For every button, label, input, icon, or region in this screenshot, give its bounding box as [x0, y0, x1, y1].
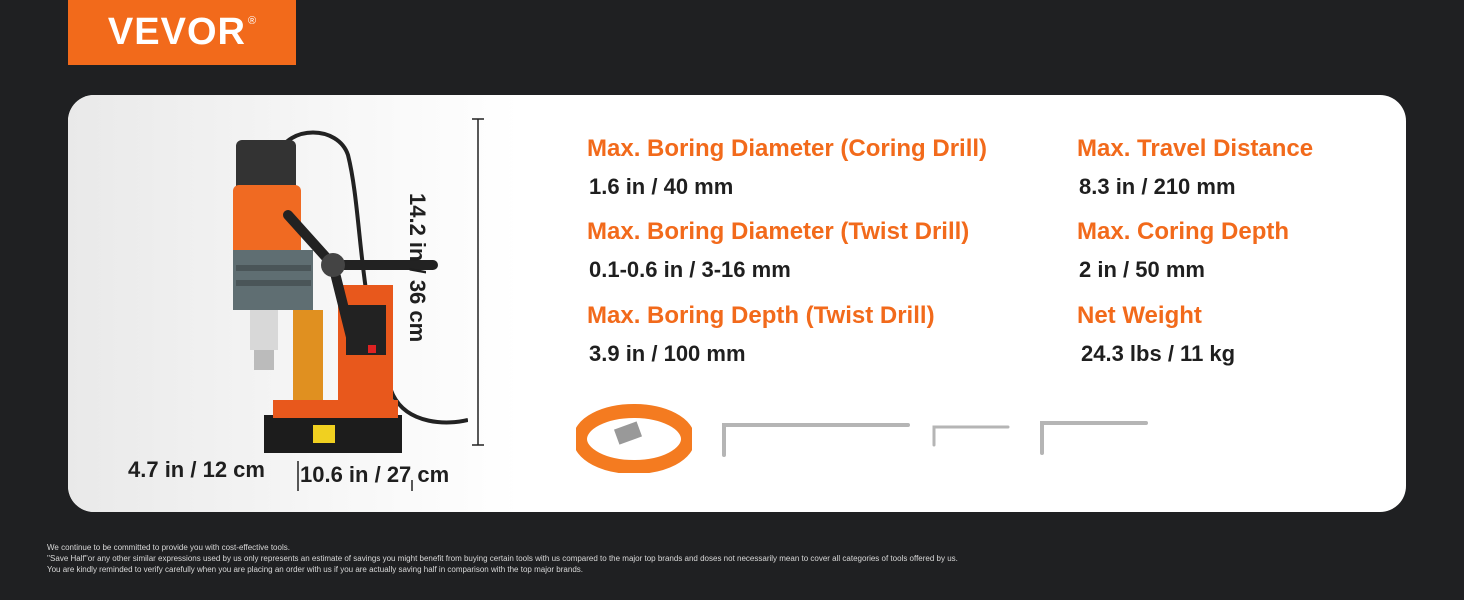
logo-text: VEVOR [107, 11, 246, 53]
spec-value: 1.6 in / 40 mm [589, 174, 734, 199]
product-image-area [68, 95, 520, 512]
width-dimension: 4.7 in / 12 cm [128, 457, 265, 482]
spec-value: 8.3 in / 210 mm [1079, 174, 1236, 199]
height-dimension: 14.2 in / 36 cm [405, 193, 430, 343]
spec-label: Max. Boring Depth (Twist Drill) [587, 302, 935, 329]
spec-label: Max. Coring Depth [1077, 218, 1290, 245]
spec-label: Max. Boring Diameter (Coring Drill) [587, 135, 988, 162]
hex-key-small-icon [928, 421, 1012, 449]
hex-key-medium-icon [1036, 417, 1152, 459]
footer-disclaimer [47, 542, 958, 575]
spec-value: 24.3 lbs / 11 kg [1081, 341, 1236, 366]
footer-line: ''Save Half''or any other similar expressions used by us only represents an estimate of savings you might benefit from buying certain tools with us compared to the major top brands and doses not necessarily mean to cover all categories of tools offered by us. [47, 554, 958, 563]
footer-line: We continue to be committed to provide you with cost-effective tools. [47, 543, 290, 552]
footer-line: You are kindly reminded to verify carefully when you are placing an order with us if you are actually saving half in comparison with the top major brands. [47, 565, 583, 574]
spec-value: 3.9 in / 100 mm [589, 341, 746, 366]
strap-icon [576, 403, 692, 473]
spec-value: 2 in / 50 mm [1079, 257, 1205, 282]
logo-registered-mark: ® [247, 14, 257, 27]
dimension-lines [68, 95, 520, 512]
depth-dimension: 10.6 in / 27 cm [300, 462, 450, 487]
spec-label: Max. Boring Diameter (Twist Drill) [587, 218, 970, 245]
spec-label: Net Weight [1077, 302, 1202, 329]
product-card [68, 95, 1406, 512]
vevor-logo [68, 0, 296, 65]
spec-value: 0.1-0.6 in / 3-16 mm [589, 257, 791, 282]
hex-key-long-icon [718, 419, 912, 459]
spec-label: Max. Travel Distance [1077, 135, 1314, 162]
